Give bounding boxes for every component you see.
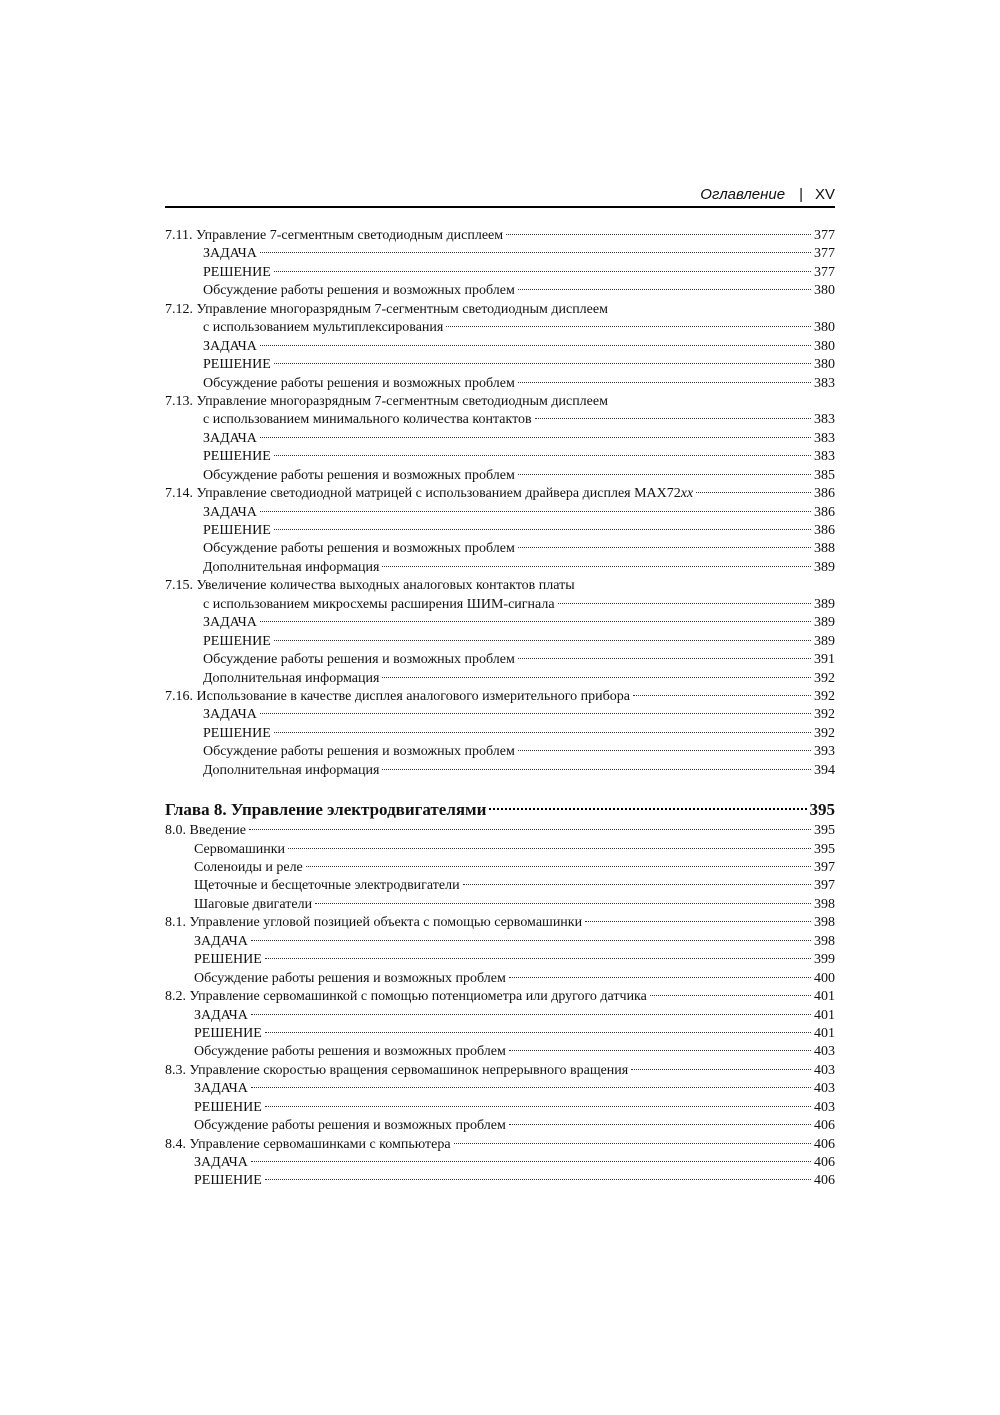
toc-entry-page: 398 <box>814 896 835 912</box>
dot-leader <box>265 1179 811 1180</box>
dot-leader <box>260 252 811 253</box>
dot-leader <box>506 234 811 235</box>
toc-entry[interactable] <box>165 706 835 724</box>
dot-leader <box>249 829 811 830</box>
dot-leader <box>509 1050 811 1051</box>
toc-entry[interactable] <box>165 264 835 282</box>
toc-entry-page: 398 <box>814 915 835 931</box>
toc-entry-title: Дополнительная информация <box>203 762 380 778</box>
toc-entry-title: 8.0. Введение <box>165 823 246 839</box>
toc-entry-title: ЗАДАЧА <box>203 707 257 723</box>
toc-entry-title: Обсуждение работы решения и возможных проблем <box>203 467 515 483</box>
toc-entry-page: 394 <box>814 762 835 778</box>
toc-entry[interactable] <box>165 485 835 503</box>
toc-entry-title: 7.15. Увеличение количества выходных аналоговых контактов платы <box>165 578 575 594</box>
dot-leader <box>518 547 811 548</box>
toc-entry[interactable] <box>165 914 835 932</box>
dot-leader <box>260 345 811 346</box>
toc-entry-title: РЕШЕНИЕ <box>194 952 262 968</box>
dot-leader <box>251 1161 811 1162</box>
toc-entry-title: 7.14. Управление светодиодной матрицей с использованием драйвера дисплея MAX72xx <box>165 486 694 502</box>
toc-entry-title: с использованием минимального количества контактов <box>203 412 532 428</box>
dot-leader <box>518 382 811 383</box>
toc-entry[interactable] <box>165 877 835 895</box>
dot-leader <box>315 903 811 904</box>
toc-entry-page: 406 <box>814 1118 835 1134</box>
toc-entry[interactable] <box>165 896 835 914</box>
toc-entry[interactable] <box>165 393 835 411</box>
toc-entry-title: Шаговые двигатели <box>194 896 313 912</box>
toc-entry[interactable] <box>165 670 835 688</box>
toc-entry[interactable] <box>165 522 835 540</box>
dot-leader <box>274 640 811 641</box>
toc-entry-page: 389 <box>814 615 835 631</box>
toc-entry-page: 389 <box>814 633 835 649</box>
toc-entry-page: 403 <box>814 1062 835 1078</box>
dot-leader <box>260 621 811 622</box>
toc-entry-page: 403 <box>814 1081 835 1097</box>
dot-leader <box>251 1087 811 1088</box>
toc-entry-page: 380 <box>814 357 835 373</box>
toc-entry-title: 8.1. Управление угловой позицией объекта с помощью сервомашинки <box>165 915 583 931</box>
toc-entry-page: 403 <box>814 1099 835 1115</box>
toc-entry-title: ЗАДАЧА <box>194 1155 248 1170</box>
toc-entry-page: 395 <box>814 841 835 857</box>
toc-entry-page: 385 <box>814 467 835 483</box>
toc-entry[interactable] <box>165 375 835 393</box>
dot-leader <box>382 677 811 678</box>
dot-leader <box>454 1143 811 1144</box>
dot-leader <box>382 566 811 567</box>
toc-entry-title: Обсуждение работы решения и возможных проблем <box>203 541 515 557</box>
toc-entry-title: РЕШЕНИЕ <box>203 449 271 465</box>
toc-entry[interactable] <box>165 933 835 951</box>
toc-entry-title: ЗАДАЧА <box>194 1081 248 1097</box>
toc-entry-title: ЗАДАЧА <box>203 338 257 354</box>
toc-entry-title: Соленоиды и реле <box>194 860 303 875</box>
toc-entry-page: 397 <box>814 860 835 875</box>
toc-entry-page: 383 <box>814 375 835 391</box>
toc-entry-page: 380 <box>814 320 835 336</box>
toc-entry-page: 401 <box>814 1007 835 1023</box>
toc-entry-title: Обсуждение работы решения и возможных проблем <box>194 1044 506 1060</box>
toc-entry-page: 406 <box>814 1136 835 1152</box>
dot-leader <box>306 866 811 867</box>
dot-leader <box>288 848 811 849</box>
toc-entry-title: Дополнительная информация <box>203 559 380 575</box>
toc-entry[interactable] <box>165 743 835 761</box>
toc-entry-title: с использованием микросхемы расширения ШИМ-сигнала <box>203 596 555 612</box>
toc-entry-title: 8.4. Управление сервомашинками с компьютера <box>165 1136 451 1152</box>
toc-entry[interactable] <box>165 1062 835 1080</box>
toc-entry-title: ЗАДАЧА <box>203 504 257 520</box>
toc-entry-page: 389 <box>814 559 835 575</box>
dot-leader <box>274 529 811 530</box>
toc-entry[interactable] <box>165 841 835 859</box>
toc-entry-title: Обсуждение работы решения и возможных проблем <box>203 744 515 760</box>
toc-entry[interactable] <box>165 651 835 669</box>
toc-entry-title: ЗАДАЧА <box>194 933 248 949</box>
toc-entry[interactable] <box>165 430 835 448</box>
toc-entry-page: 392 <box>814 670 835 686</box>
toc-entry-title: Глава 8. Управление электродвигателями <box>165 800 487 820</box>
dot-leader <box>518 658 811 659</box>
toc-entry-page: 395 <box>814 823 835 839</box>
toc-entry-page: 380 <box>814 283 835 299</box>
toc-entry[interactable] <box>165 951 835 969</box>
toc-entry-page: 395 <box>809 800 835 820</box>
dot-leader <box>260 437 811 438</box>
toc-entry[interactable] <box>165 338 835 356</box>
dot-leader <box>382 769 811 770</box>
toc-entry[interactable] <box>165 1172 835 1190</box>
toc-entry-page: 377 <box>814 228 835 243</box>
toc-entry[interactable] <box>165 633 835 651</box>
toc-entry-page: 383 <box>814 449 835 465</box>
toc-entry-title: РЕШЕНИЕ <box>203 523 271 538</box>
dot-leader <box>274 732 811 733</box>
dot-leader <box>585 921 811 922</box>
dot-leader <box>633 695 811 696</box>
toc-entry-page: 377 <box>814 264 835 280</box>
toc-entry-title: Сервомашинки <box>194 841 286 857</box>
dot-leader <box>509 977 811 978</box>
toc-entry[interactable] <box>165 282 835 300</box>
toc-entry-title: РЕШЕНИЕ <box>203 357 271 373</box>
toc-entry[interactable] <box>165 614 835 632</box>
dot-leader <box>696 492 811 493</box>
toc-entry-page: 392 <box>814 725 835 741</box>
toc-entry-page: 393 <box>814 744 835 760</box>
toc-entry-page: 380 <box>814 338 835 354</box>
toc-entry-page: 389 <box>814 596 835 612</box>
dot-leader <box>260 511 811 512</box>
dot-leader <box>251 1014 811 1015</box>
toc-entry-page: 388 <box>814 541 835 557</box>
toc-entry-page: 391 <box>814 652 835 668</box>
dot-leader <box>518 750 811 751</box>
toc-entry[interactable] <box>165 448 835 466</box>
toc-entry-title: РЕШЕНИЕ <box>194 1173 262 1189</box>
dot-leader <box>446 326 811 327</box>
toc-entry-page: 392 <box>814 707 835 723</box>
toc-entry[interactable] <box>165 356 835 374</box>
dot-leader <box>274 455 811 456</box>
toc-entry-page: 392 <box>814 688 835 704</box>
dot-leader <box>260 713 811 714</box>
toc-entry-title: Обсуждение работы решения и возможных проблем <box>203 652 515 668</box>
dot-leader <box>558 603 811 604</box>
toc-entry-page: 399 <box>814 952 835 968</box>
toc-entry[interactable] <box>165 1080 835 1098</box>
toc-entry-page: 377 <box>814 246 835 262</box>
dot-leader <box>463 884 811 885</box>
toc-entry-page: 406 <box>814 1173 835 1189</box>
toc-entry[interactable] <box>165 467 835 485</box>
toc-entry-page: 386 <box>814 523 835 538</box>
dot-leader <box>631 1069 811 1070</box>
toc-entry[interactable] <box>165 1117 835 1135</box>
toc-chapter-heading[interactable] <box>165 798 835 822</box>
toc-entry[interactable] <box>165 688 835 706</box>
toc-entry[interactable] <box>165 577 835 595</box>
toc-entry[interactable] <box>165 762 835 780</box>
toc-entry-title: Обсуждение работы решения и возможных проблем <box>194 970 506 986</box>
toc-entry-page: 403 <box>814 1044 835 1060</box>
dot-leader <box>265 958 811 959</box>
toc-entry[interactable] <box>165 725 835 743</box>
toc-entry-title: ЗАДАЧА <box>194 1007 248 1023</box>
dot-leader <box>274 363 811 364</box>
toc-entry-page: 397 <box>814 878 835 894</box>
running-header <box>165 186 835 206</box>
toc-entry[interactable] <box>165 1043 835 1061</box>
dot-leader <box>265 1032 811 1033</box>
toc-entry[interactable] <box>165 596 835 614</box>
toc-entry-title: ЗАДАЧА <box>203 430 257 446</box>
toc-entry-title: Обсуждение работы решения и возможных проблем <box>203 375 515 391</box>
toc-entry[interactable] <box>165 822 835 840</box>
toc-entry-title: РЕШЕНИЕ <box>203 633 271 649</box>
dot-leader <box>535 418 811 419</box>
toc-entry[interactable] <box>165 988 835 1006</box>
toc-entry[interactable] <box>165 1007 835 1025</box>
toc-entry-title: 8.2. Управление сервомашинкой с помощью потенциометра или другого датчика <box>165 989 647 1005</box>
dot-leader <box>489 808 806 810</box>
toc-entry[interactable] <box>165 301 835 319</box>
dot-leader <box>509 1124 811 1125</box>
toc-entry-page: 386 <box>814 486 835 502</box>
toc-entry-title: ЗАДАЧА <box>203 615 257 631</box>
toc-entry[interactable] <box>165 970 835 988</box>
toc-entry[interactable] <box>165 859 835 877</box>
toc-entry-title: Щеточные и бесщеточные электродвигатели <box>194 878 460 894</box>
toc-entry-title: РЕШЕНИЕ <box>194 1099 262 1115</box>
toc-entry-page: 398 <box>814 933 835 949</box>
toc-entry-page: 401 <box>814 1025 835 1041</box>
toc-entry[interactable] <box>165 1099 835 1117</box>
toc-entry-page: 386 <box>814 504 835 520</box>
toc-entry-title: 7.16. Использование в качестве дисплея аналогового измерительного прибора <box>165 688 630 704</box>
toc-entry-page: 400 <box>814 970 835 986</box>
toc-entry-page: 383 <box>814 430 835 446</box>
toc-entry[interactable] <box>165 1136 835 1154</box>
toc-entry[interactable] <box>165 559 835 577</box>
toc-entry-title: ЗАДАЧА <box>203 246 257 262</box>
dot-leader <box>251 940 811 941</box>
toc-entry-title: РЕШЕНИЕ <box>203 725 271 741</box>
toc-entry[interactable] <box>165 1025 835 1043</box>
dot-leader <box>650 995 811 996</box>
toc-entry-title: РЕШЕНИЕ <box>194 1025 262 1041</box>
toc-entry[interactable] <box>165 1154 835 1172</box>
toc-entry-title: Обсуждение работы решения и возможных проблем <box>203 283 515 299</box>
dot-leader <box>518 289 811 290</box>
header-separator: | <box>799 186 803 203</box>
toc-entry-title: Обсуждение работы решения и возможных проблем <box>194 1118 506 1134</box>
toc-entry-title: 7.12. Управление многоразрядным 7-сегментным светодиодным дисплеем <box>165 301 608 317</box>
header-section-title: Оглавление <box>700 186 786 203</box>
toc-entry[interactable] <box>165 504 835 522</box>
table-of-contents <box>165 227 835 1191</box>
toc-entry-title: 8.3. Управление скоростью вращения сервомашинок непрерывного вращения <box>165 1062 629 1078</box>
toc-entry-page: 406 <box>814 1155 835 1170</box>
toc-entry-title: 7.13. Управление многоразрядным 7-сегментным светодиодным дисплеем <box>165 393 608 409</box>
toc-entry-page: 383 <box>814 412 835 428</box>
toc-entry[interactable] <box>165 227 835 245</box>
toc-entry[interactable] <box>165 411 835 429</box>
header-rule <box>165 206 835 208</box>
header-page-number: XV <box>814 186 835 203</box>
toc-entry-page: 401 <box>814 989 835 1005</box>
dot-leader <box>274 271 811 272</box>
dot-leader <box>518 474 811 475</box>
dot-leader <box>265 1106 811 1107</box>
toc-entry-title: 7.11. Управление 7-сегментным светодиодным дисплеем <box>165 228 504 243</box>
toc-entry[interactable] <box>165 245 835 263</box>
toc-entry-title: РЕШЕНИЕ <box>203 264 271 280</box>
toc-entry-title: Дополнительная информация <box>203 670 380 686</box>
toc-entry[interactable] <box>165 540 835 558</box>
toc-entry[interactable] <box>165 319 835 337</box>
toc-entry-title: с использованием мультиплексирования <box>203 320 444 336</box>
